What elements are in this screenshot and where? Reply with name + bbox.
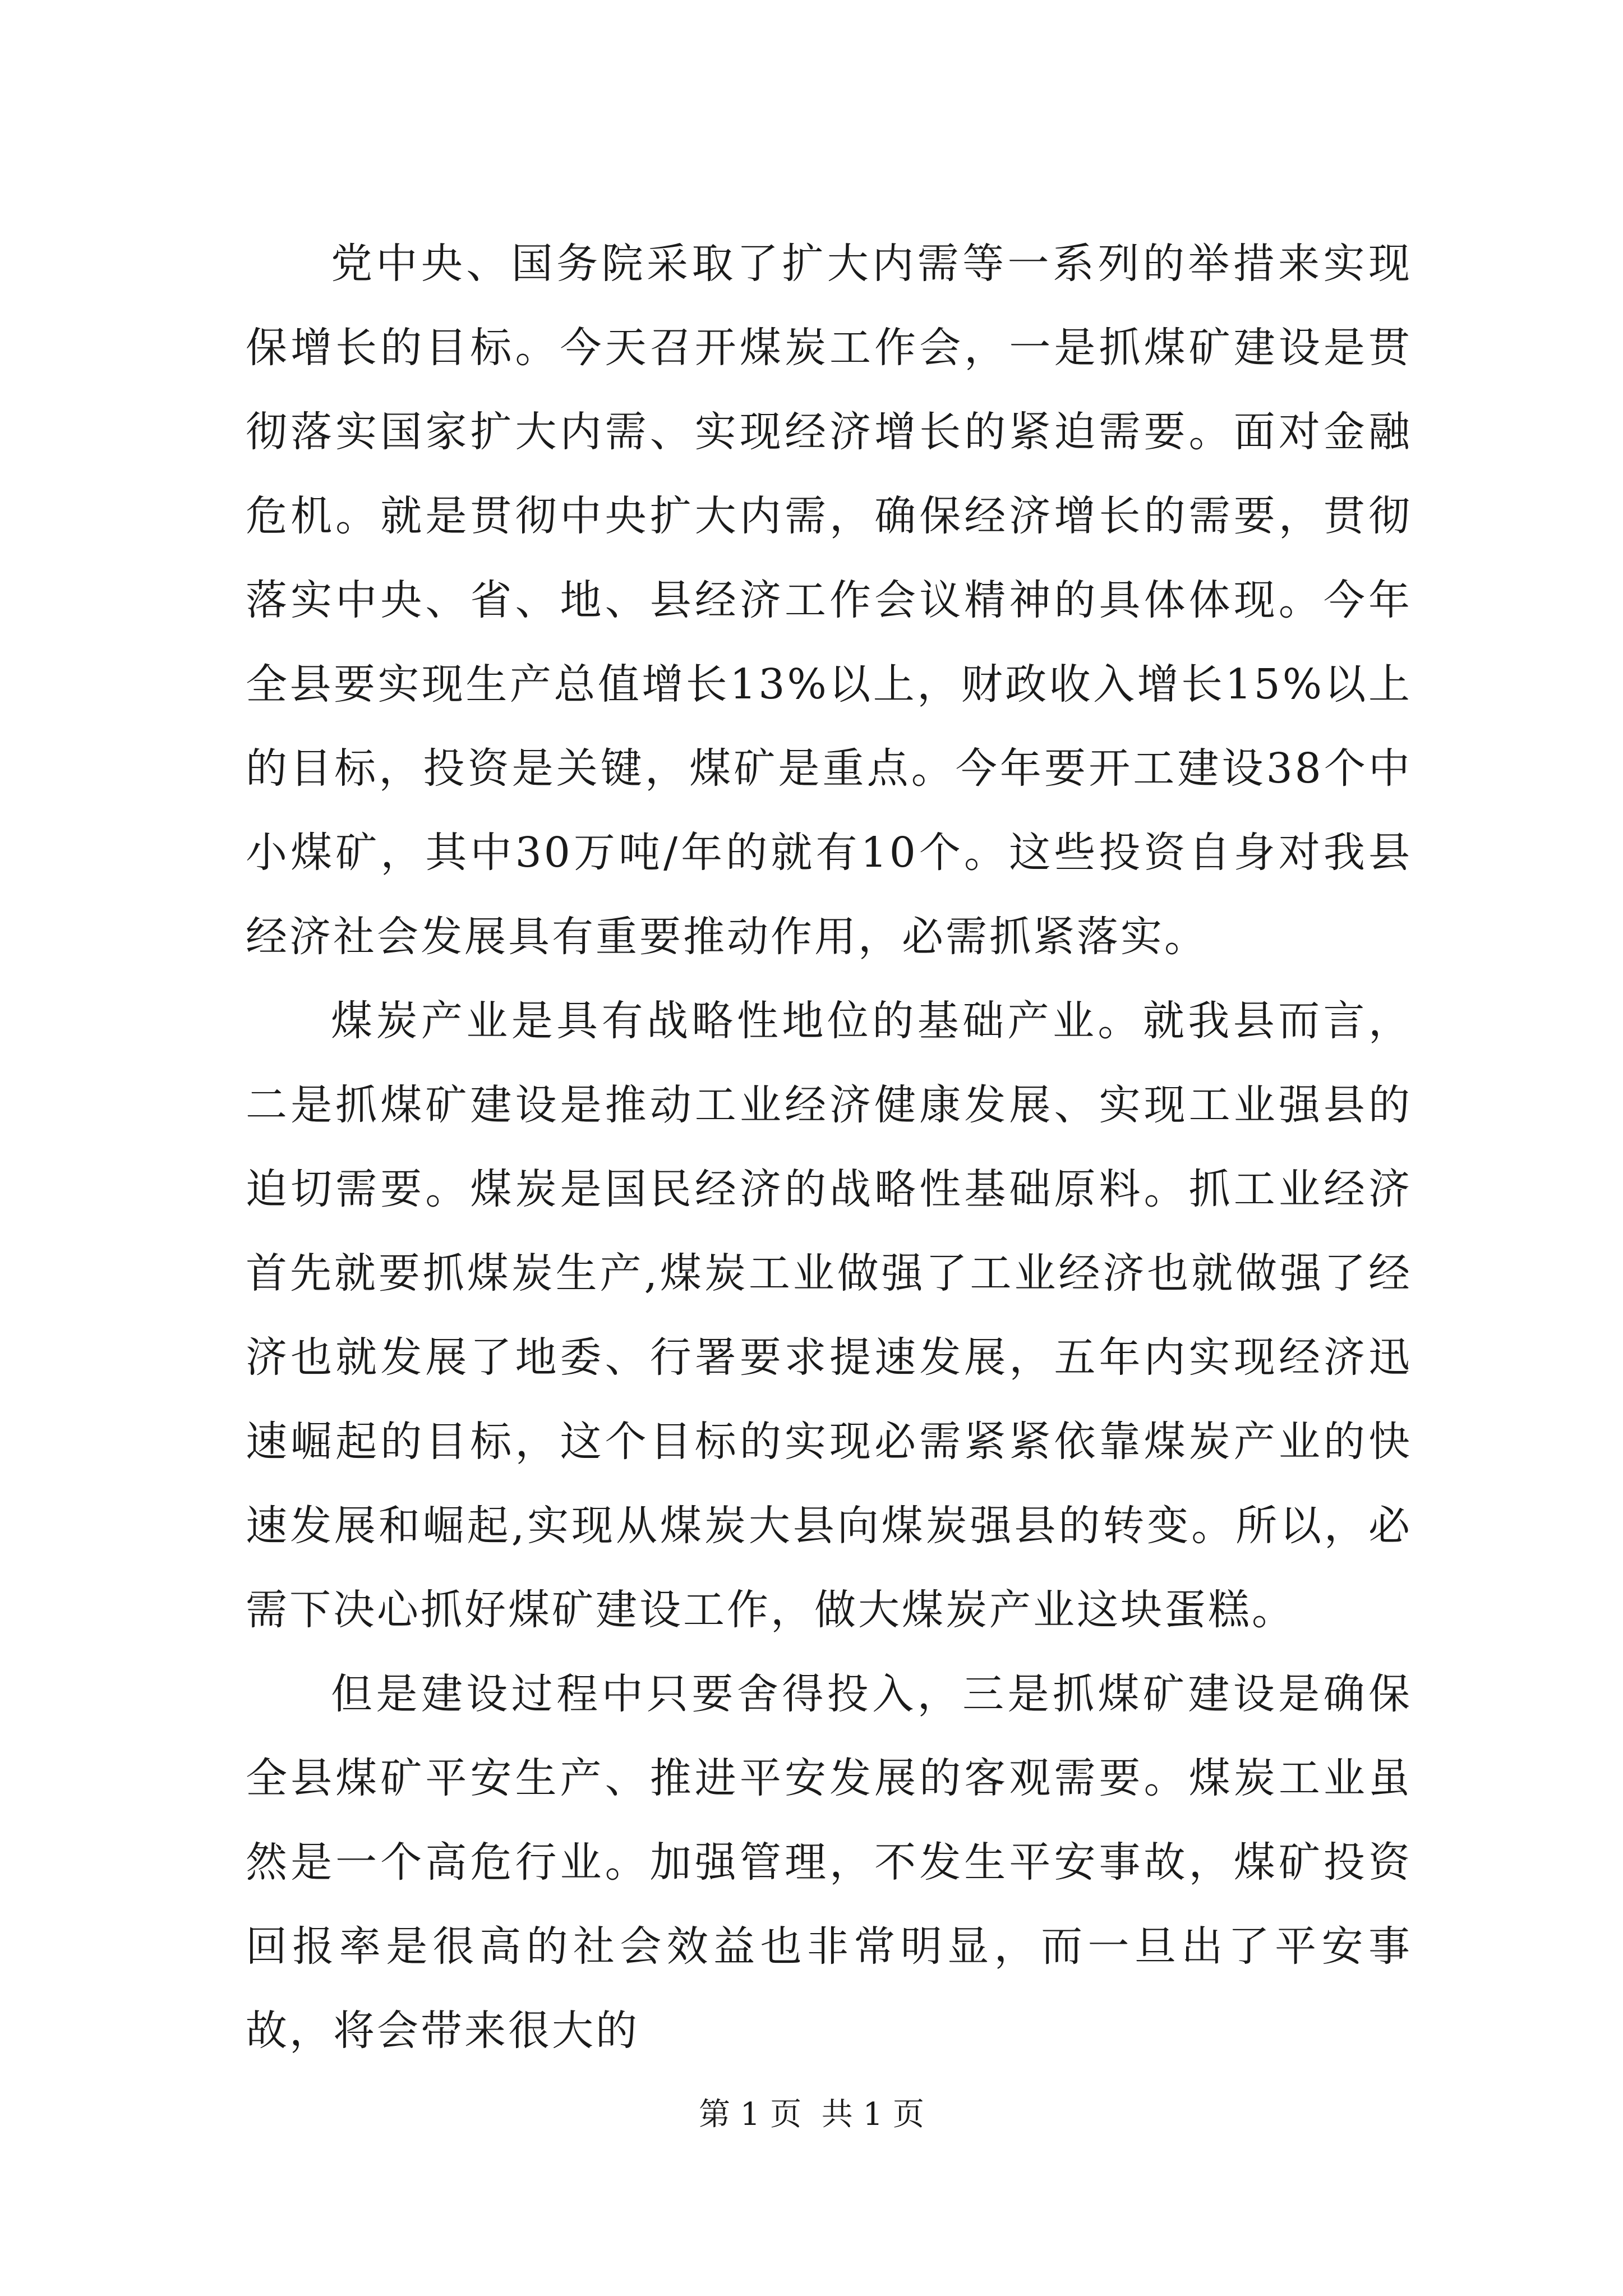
page-footer	[0, 2092, 1623, 2137]
page-number-label: 第 1 页 共 1 页	[698, 2096, 925, 2133]
document-body	[246, 222, 1412, 2073]
paragraph-3: 但是建设过程中只要舍得投入，三是抓煤矿建设是确保全县煤矿平安生产、推进平安发展的客观需要。煤炭工业虽然是一个高危行业。加强管理，不发生平安事故，煤矿投资回报率是很高的社会效益也非常明显，而一旦出了平安事故，将会带来很大的	[246, 1670, 1412, 2055]
paragraph-1: 党中央、国务院采取了扩大内需等一系列的举措来实现保增长的目标。今天召开煤炭工作会，一是抓煤矿建设是贯彻落实国家扩大内需、实现经济增长的紧迫需要。面对金融危机。就是贯彻中央扩大内需，确保经济增长的需要，贯彻落实中央、省、地、县经济工作会议精神的具体体现。今年全县要实现生产总值增长13%以上，财政收入增长15%以上的目标，投资是关键，煤矿是重点。今年要开工建设38个中小煤矿，其中30万吨/年的就有10个。这些投资自身对我县经济社会发展具有重要推动作用，必需抓紧落实。	[246, 240, 1412, 961]
paragraph-2: 煤炭产业是具有战略性地位的基础产业。就我县而言，二是抓煤矿建设是推动工业经济健康发展、实现工业强县的迫切需要。煤炭是国民经济的战略性基础原料。抓工业经济首先就要抓煤炭生产,煤炭工业做强了工业经济也就做强了经济也就发展了地委、行署要求提速发展，五年内实现经济迅速崛起的目标，这个目标的实现必需紧紧依靠煤炭产业的快速发展和崛起,实现从煤炭大县向煤炭强县的转变。所以，必需下决心抓好煤矿建设工作，做大煤炭产业这块蛋糕。	[246, 997, 1412, 1634]
